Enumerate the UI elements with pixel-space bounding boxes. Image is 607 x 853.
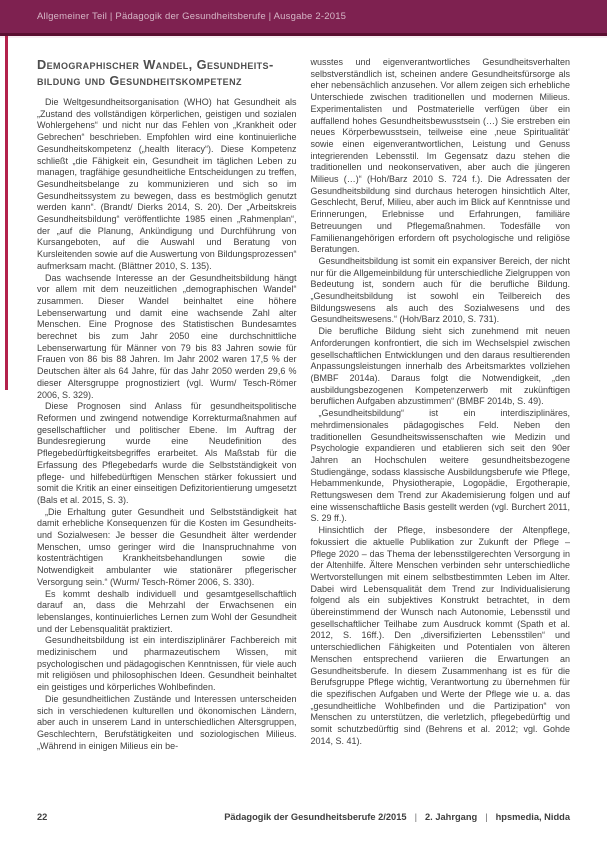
- paragraph: Das wachsende Interesse an der Gesundheitsbildung hängt vor allem mit dem neuzeitlichen „demographischen Wandel“ zusammen. Dieser Wandel beinhaltet eine höhere Lebenserwartung und damit eine wachsende Zahl alter Menschen. Eine Prognose des Statistischen Bundesamtes berechnet bis zum Jahr 2050 eine durchschnittliche Lebenserwartung für Männer von 79 bis 83 Jahren sowie für Frauen von 86 bis 88 Jahren. Im Jahr 2002 waren 17,5 % der Deutschen älter als 64 Jahre, für das Jahr 2050 werden 29,6 % dieser Altersgruppe prognostiziert (vgl. Wurm/ Tesch-Römer 2006, S. 329).: [37, 272, 297, 400]
- footer-volume: 2. Jahrgang: [425, 812, 478, 822]
- left-column: [37, 57, 297, 752]
- paragraph: wusstes und eigenverantwortliches Gesundheitsverhalten selbstverständlich ist, scheinen andere Gesundheitsfürsorge als eher nebensächlich anzusehen. Vor allem zeigen sich erhebliche Unterschiede zwischen traditionellen und modernen Milieus. Experimentalisten und Postmaterielle verfügen über ein auffallend hohes Gesundheitsbewusstsein (…) Sie erstreben ein neues Körperbewusstsein, teilweise eine ‚neue Spiritualität‘ sowie einen eigenverantwortlichen, Leistung und Genuss integrierenden Lebensstil. Im Gegensatz dazu stehen die traditionellen und neokonservativen, aber auch die jüngeren Milieus (…)“ (Hoh/Barz 2010 S. 724 f.). Die Adressaten der Gesundheitsbildung sind durchaus heterogen hinsichtlich Alter, Geschlecht, Beruf, Milieu, aber auch im Blick auf Kenntnisse und Erinnerungen, Erlebnisse und Erfahrungen, familiäre Betreuungen und Pflegemaßnahmen. Todesfälle von Familienangehörigen erfordern oft psychologische und religiöse Beratungen.: [310, 57, 570, 255]
- paragraph: Hinsichtlich der Pflege, insbesondere der Altenpflege, fokussiert die aktuelle Publikation zur Zukunft der Pflege – Pflege 2020 – das Thema der lebensstilgerechten Versorgung in der Altenhilfe. Ältere Menschen verbinden sehr unterschiedliche Wertvorstellungen mit einem selbstbestimmten Leben im Alter. Dabei wird Lebensqualität dem Trend zur Individualisierung folgend als ein subjektives Konstrukt betrachtet, in dem übereinstimmend der Wunsch nach Autonomie, Lebensstil und gesellschaftlicher Teilhabe zum Ausdruck kommt (Spath et al. 2012, S. 16ff.). Den „diversifizierten Lebensstilen“ und unterschiedlichen Fähigkeiten und Potentialen von älteren Menschen entsprechend variieren die Erwartungen an Gesundheitsberufe. In diesem Zusammenhang ist es für die Berufsgruppe Pflege wichtig, Verantwortung zu übernehmen für die spezifischen Aufgaben und Werte der Pflege wie u. a. das „gesundheitliche Wohlbefinden und die Partizipation“ von Menschen zu unterstützen, die verletzlich, pflegebedürftig und somit schutzbedürftig sind (Behrens et al. 2012; vgl. Gohde 2014, S. 41).: [310, 525, 570, 746]
- accent-rule: [5, 36, 8, 390]
- article-title: [37, 57, 297, 89]
- paragraph: „Gesundheitsbildung“ ist ein interdisziplinäres, mehrdimensionales pädagogisches Feld. Neben den traditionellen Gesundheitswissenschaften wie Medizin und Psychologie expandieren und etablieren sich seit den 90er Jahren an Hochschulen weitere gesundheitsbezogene Studiengänge, sodass klassische Ausbildungsberufe wie Pflege, Hebammenkunde, Physiotherapie, Logopädie, Ergotherapie, Rettungswesen dem Trend zur Akademisierung folgen und auf eine wissenschaftliche Basis gestellt werden (vgl. Burchert 2011, S. 29 ff.).: [310, 408, 570, 524]
- article-title-line1: Demographischer Wandel, Gesundheits-: [37, 57, 274, 72]
- page-footer: [37, 812, 570, 822]
- footer-separator: |: [414, 812, 417, 822]
- paragraph: Gesundheitsbildung ist somit ein expansiver Bereich, der nicht nur für die Allgemeinbildung für unterschiedliche Zielgruppen von Bedeutung ist, sondern auch für die berufliche Bildung. „Gesundheitsbildung ist sowohl ein Teilbereich des Bildungswesens als auch des Sozialwesens und des Gesundheitswesens.“ (Hoh/Barz 2010, S. 731).: [310, 255, 570, 325]
- footer-publisher: hpsmedia, Nidda: [495, 812, 570, 822]
- header-bar: [0, 0, 607, 36]
- header-breadcrumb: Allgemeiner Teil | Pädagogik der Gesundheitsberufe | Ausgabe 2-2015: [37, 11, 347, 22]
- paragraph: Die Weltgesundheitsorganisation (WHO) hat Gesundheit als „Zustand des vollständigen körperlichen, geistigen und sozialen Wohlergehens“ und nicht nur das Fehlen von „Krankheit oder Gebrechen“ beschrieben. Empfohlen wird eine kontinuierliche Gesundheitskompetenz („health literacy“). Diese Kompetenz schließt „die Fähigkeit ein, Gesundheit im täglichen Leben zu managen, tragfähige gesundheitliche Entscheidungen zu treffen, Gesundheitsbelange zu kommunizieren und sich so im Gesundheitssystem zu bewegen, dass es bestmöglich genutzt werden kann“. (Brandt/ Dierks 2014, S. 20). Der „Arbeitskreis Gesundheitsbildung“ veröffentlichte 1985 einen „Rahmenplan“, der „auf die Planung, Ankündigung und Durchführung von Kursangeboten, auf die Auswahl und Beratung von Kursleitenden sowie auf die Auswertung von Bildungsprozessen“ aufmerksam macht. (Blättner 2010, S. 135).: [37, 97, 297, 271]
- right-column: [311, 57, 571, 752]
- paragraph: Gesundheitsbildung ist ein interdisziplinärer Fachbereich mit medizinischem und pharmazeutischem Wissen, mit psychologischen und pädagogischen Kenntnissen, für viele auch mit religiösen und philosophischen Ideen. Gesundheit beinhaltet ein geistiges und körperliches Wohlbefinden.: [37, 635, 297, 693]
- paragraph: Diese Prognosen sind Anlass für gesundheitspolitische Reformen und zwingend notwendige Korrekturmaßnahmen auf gesellschaftlicher und politischer Ebene. Im Auftrag der Bundesregierung wurde eine Neudefinition des Pflegebedürftigkeitsbegriffes erarbeitet. Als Maßstab für die Erfassung des Pflegebedarfs wurde die Selbstständigkeit von pflege- und hilfebedürftigen Menschen stärker fokussiert und somit die Kritik an einer einseitigen Defizitorientierung umgesetzt (Bals et al. 2015, S. 3).: [37, 401, 297, 505]
- page-number: 22: [37, 812, 48, 822]
- paragraph: Die gesundheitlichen Zustände und Interessen unterscheiden sich in verschiedenen kulturellen und ökonomischen Ländern, aber auch in unserem Land in unterschiedlichen Altersgruppen, Geschlechtern, Berufstätigkeiten und soziologischen Milieus. „Während in einigen Milieus ein be-: [37, 693, 297, 751]
- article-title-line2: bildung und Gesundheitskompetenz: [37, 73, 242, 88]
- paragraph: Es kommt deshalb individuell und gesamtgesellschaftlich darauf an, dass die Mehrzahl der Erwachsenen ein lebenslanges, kontinuierliches Lernen zum Wohl der Gesundheit und der Lebensqualität praktiziert.: [37, 588, 297, 634]
- footer-journal-line: [224, 812, 570, 822]
- footer-journal-title: Pädagogik der Gesundheitsberufe 2/2015: [224, 812, 407, 822]
- article-body: [37, 57, 570, 752]
- paragraph: Die berufliche Bildung sieht sich zunehmend mit neuen Anforderungen konfrontiert, die sich im Wechselspiel zwischen gesellschaftlichen Entwicklungen und den daraus resultierenden Anpassungsleistungen innerhalb des Arbeitsmarktes vollziehen (BMBF 2014a). Daraus folgt die Notwendigkeit, „den ausbildungsbezogenen Kompetenzerwerb mit zukünftigen beruflichen Aufgaben abzustimmen“ (BMBF 2014b, S. 49).: [310, 326, 570, 407]
- footer-separator: |: [485, 812, 488, 822]
- paragraph: „Die Erhaltung guter Gesundheit und Selbstständigkeit hat damit erhebliche Konsequenzen für die Kosten im Gesundheits- und Sozialwesen: Je besser die Gesundheit älter werdender Menschen, umso geringer wird die Inanspruchnahme von kostenträchtigen Krankheitsbehandlungen sowie die Notwendigkeit ambulanter wie stationärer pflegerischer Versorgung sein.“ (Wurm/ Tesch-Römer 2006, S. 330).: [37, 506, 297, 587]
